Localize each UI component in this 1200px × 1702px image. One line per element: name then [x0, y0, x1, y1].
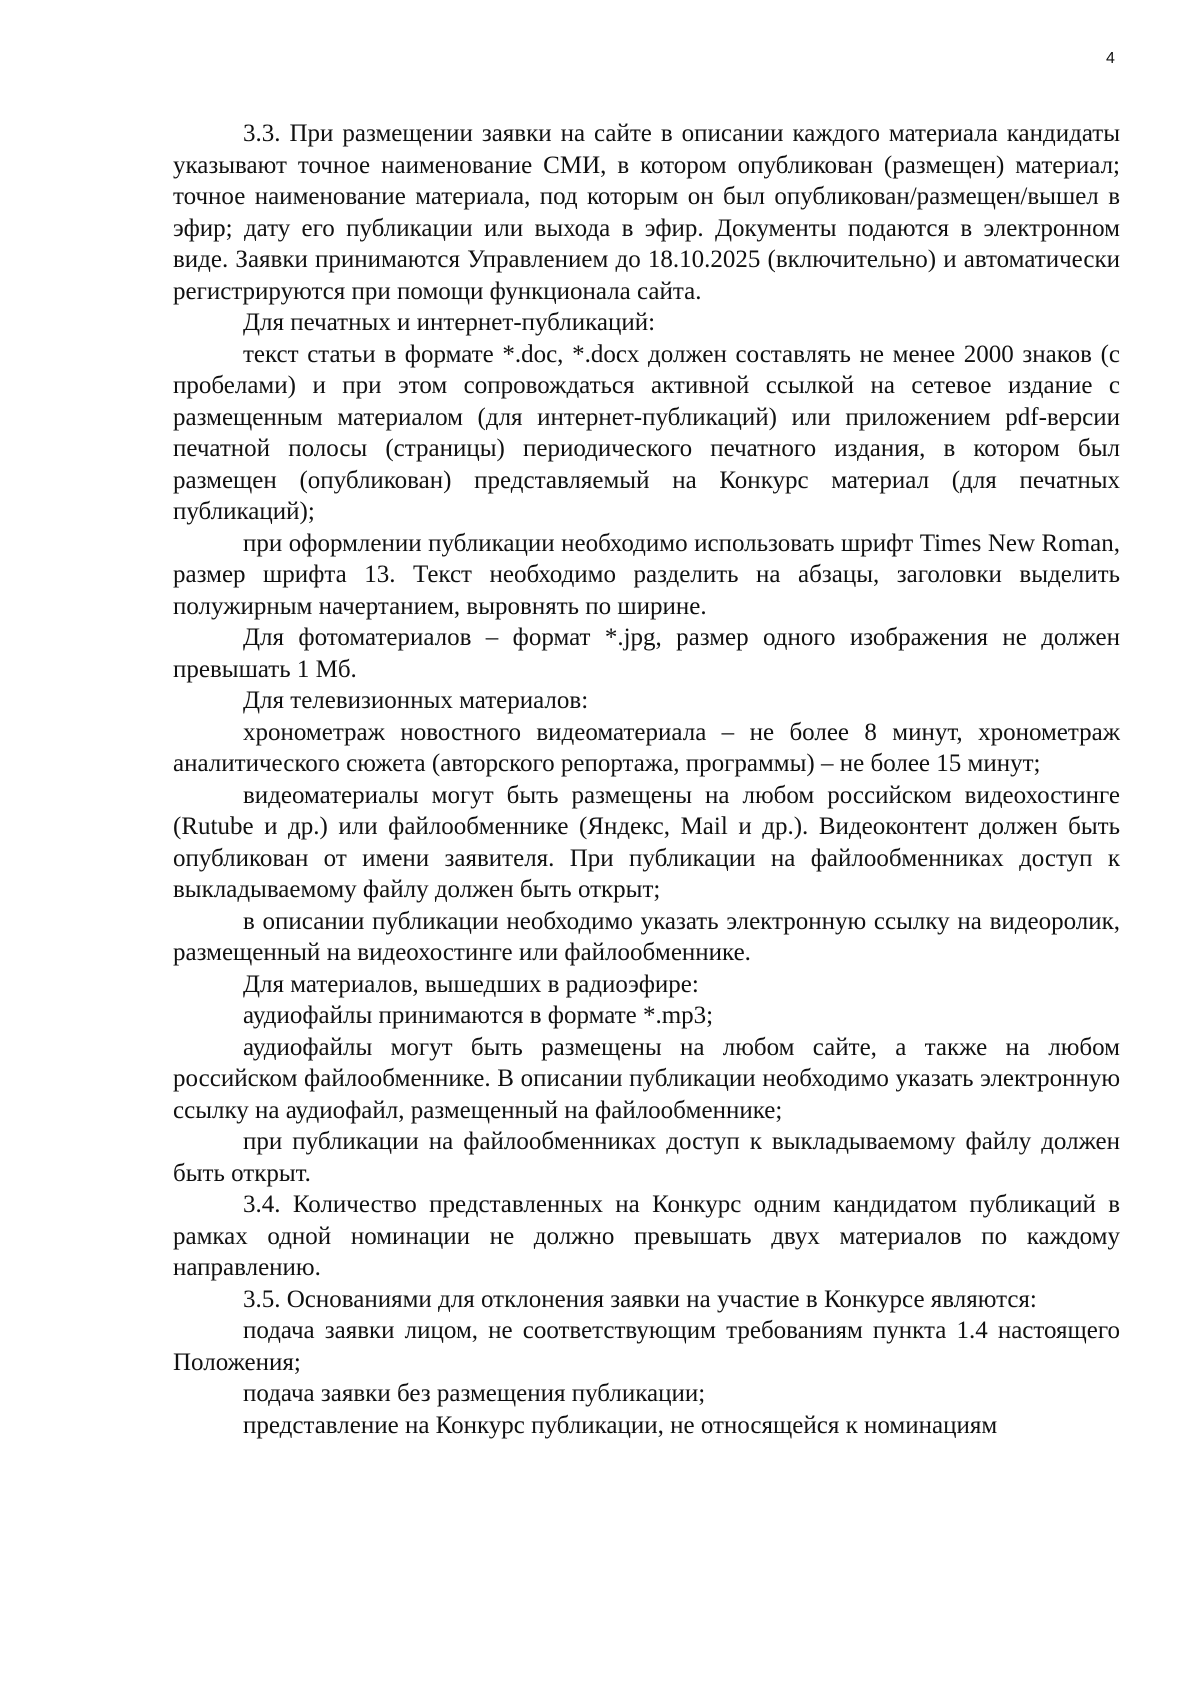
paragraph-tv-heading: Для телевизионных материалов:: [243, 687, 589, 714]
paragraph-rejection-reason-1: подача заявки лицом, не соответствующим требованиям пункта 1.4 настоящего Положения;: [173, 1317, 1120, 1376]
paragraph-photo-format: Для фотоматериалов – формат *.jpg, размер одного изображения не должен превышать 1 Мб.: [173, 624, 1120, 683]
paragraph-tv-duration: хронометраж новостного видеоматериала – не более 8 минут, хронометраж аналитического сюжета (авторского репортажа, программы) – не более 15 минут;: [173, 718, 1120, 777]
paragraph-audio-hosting: аудиофайлы могут быть размещены на любом сайте, а также на любом российском файлообменнике. В описании публикации необходимо указать электронную ссылку на аудиофайл, размещенный на файлообменнике;: [173, 1033, 1120, 1124]
paragraph-article-format: текст статьи в формате *.doc, *.docx должен составлять не менее 2000 знаков (с пробелами) и при этом сопровождаться активной ссылкой на сетевое издание с размещенным материалом (для интернет-публикаций) или приложением pdf-версии печатной полосы (страницы) периодического печатного издания, в котором был размещен (опубликован) представляемый на Конкурс материал (для печатных публикаций);: [173, 340, 1120, 525]
paragraph-print-internet-heading: Для печатных и интернет-публикаций:: [243, 309, 656, 336]
paragraph-radio-heading: Для материалов, вышедших в радиоэфире:: [243, 970, 699, 998]
paragraph-video-hosting: видеоматериалы могут быть размещены на любом российском видеохостинге (Rutube и др.) или файлообменнике (Яндекс, Mail и др.). Видеоконтент должен быть опубликован от имени заявителя. При публикации на файлообменниках доступ к выкладываемому файлу должен быть открыт;: [173, 781, 1120, 903]
paragraph-font-requirements: при оформлении публикации необходимо использовать шрифт Times New Roman, размер шрифта 13. Текст необходимо разделить на абзацы, заголовки выделить полужирным начертанием, выровнять по ширине.: [173, 529, 1120, 620]
paragraph-audio-format: аудиофайлы принимаются в формате *.mp3;: [243, 1002, 714, 1029]
page-number: 4: [1106, 50, 1115, 67]
document-body: [173, 118, 1120, 1441]
paragraph-rejection-reason-3: представление на Конкурс публикации, не относящейся к номинациям: [243, 1411, 998, 1439]
paragraph-video-link: в описании публикации необходимо указать электронную ссылку на видеоролик, размещенный на видеохостинге или файлообменнике.: [173, 907, 1120, 966]
paragraph-3-4: 3.4. Количество представленных на Конкурс одним кандидатом публикаций в рамках одной номинации не должно превышать двух материалов по каждому направлению.: [173, 1191, 1120, 1281]
paragraph-3-5: 3.5. Основаниями для отклонения заявки на участие в Конкурсе являются:: [243, 1285, 1037, 1313]
paragraph-3-3: 3.3. При размещении заявки на сайте в описании каждого материала кандидаты указывают точное наименование СМИ, в котором опубликован (размещен) материал; точное наименование материала, под которым он был опубликован/размещен/вышел в эфир; дату его публикации или выхода в эфир. Документы подаются в электронном виде. Заявки принимаются Управлением до 18.10.2025 (включительно) и автоматически регистрируются при помощи функционала сайта.: [173, 120, 1120, 305]
paragraph-audio-access: при публикации на файлообменниках доступ к выкладываемому файлу должен быть открыт.: [173, 1128, 1120, 1187]
paragraph-rejection-reason-2: подача заявки без размещения публикации;: [243, 1380, 706, 1407]
